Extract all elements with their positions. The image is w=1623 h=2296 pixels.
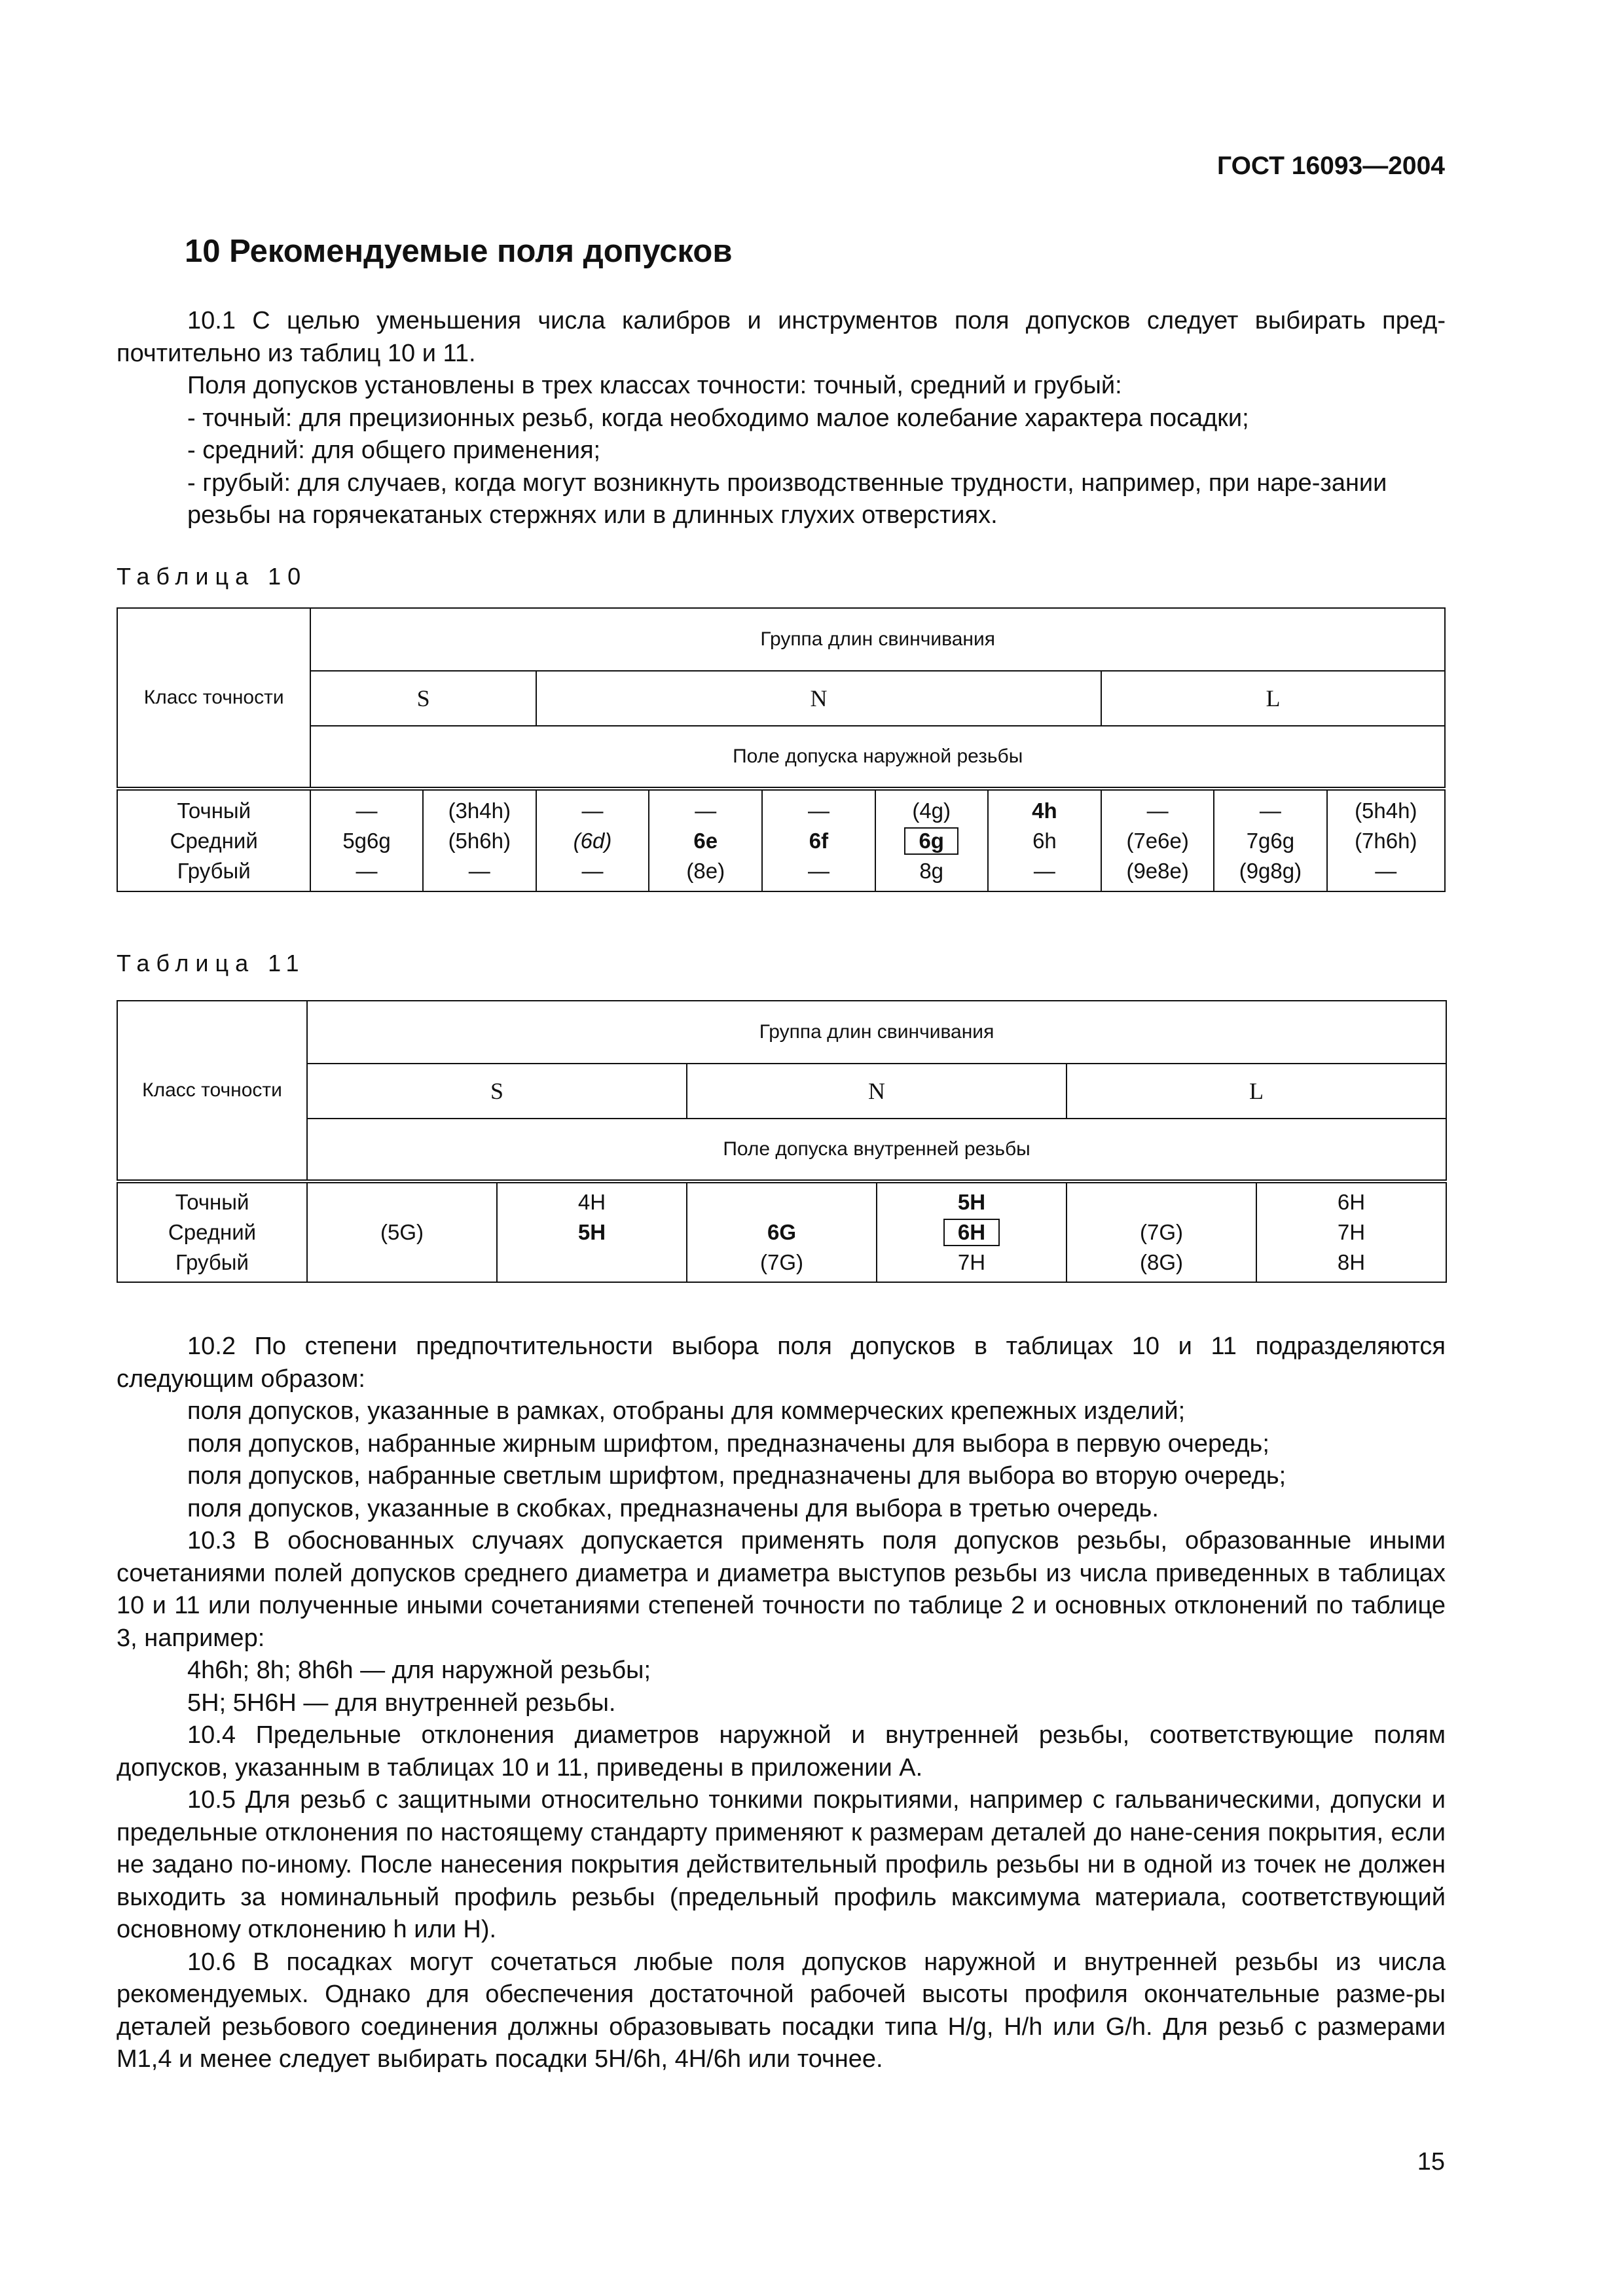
tolerance-cell <box>307 1181 497 1282</box>
tolerance-value: 6f <box>809 828 829 853</box>
tolerance-line <box>1067 1217 1256 1247</box>
paragraph: - точный: для прецизионных резьб, когда необходимо малое колебание характера посадки; <box>187 404 1249 432</box>
tolerance-cell <box>536 789 649 891</box>
tolerance-line <box>763 826 874 856</box>
tolerance-cell <box>310 789 422 891</box>
tolerance-value: 6H <box>1337 1190 1366 1214</box>
tolerance-cell <box>1256 1181 1446 1282</box>
tolerance-line <box>498 1247 686 1278</box>
tolerance-cell <box>649 789 762 891</box>
class-header: Класс точности <box>117 1001 307 1181</box>
tolerance-value: (9e8e) <box>1126 858 1189 883</box>
tolerance-line <box>876 856 987 886</box>
group-header: Группа длин свинчивания <box>307 1001 1446 1064</box>
tolerance-line <box>1067 1187 1256 1217</box>
tolerance-value: 5H <box>577 1220 606 1244</box>
tolerance-line <box>687 1217 876 1247</box>
paragraph: - грубый: для случаев, когда могут возникнуть производственные трудности, например, при наре-зании резьбы на горячекатаных стержнях или в длинных глухих отверстиях. <box>187 469 1387 529</box>
class-name: Средний <box>168 1220 257 1244</box>
tolerance-line <box>877 1187 1066 1217</box>
tolerance-line <box>308 1217 496 1247</box>
paragraph: поля допусков, набранные светлым шрифтом, предназначены для выбора во вторую очередь; <box>187 1462 1286 1490</box>
paragraph: 10.3 В обоснованных случаях допускается применять поля допусков резьбы, образованные иными сочетаниями полей допусков среднего диаметра и диаметра выступов резьбы из числа приведенных в таблицах 10 и 11 или полученные иными сочетаниями степеней точности по таблице 2 и основных отклонений по таблице 3, например: <box>117 1527 1446 1652</box>
tolerance-line <box>424 826 536 856</box>
tolerance-line <box>989 856 1101 886</box>
section-title: 10 Рекомендуемые поля допусков <box>185 234 733 269</box>
paragraph: поля допусков, набранные жирным шрифтом, предназначены для выбора в первую очередь; <box>187 1429 1269 1458</box>
paragraph: 10.4 Предельные отклонения диаметров наружной и внутренней резьбы, соответствующие полям допусков, указанным в таблицах 10 и 11, приведены в приложении А. <box>117 1721 1446 1782</box>
tolerance-value: 4H <box>577 1190 606 1214</box>
paragraph: 10.2 По степени предпочтительности выбора поля допусков в таблицах 10 и 11 подразделяются следующим образом: <box>117 1333 1446 1393</box>
table-10-caption: Таблица 10 <box>117 563 308 590</box>
tolerance-value: — <box>356 798 378 823</box>
tolerance-line <box>311 796 422 826</box>
tolerance-value: — <box>1375 858 1397 883</box>
table-row <box>117 789 1445 891</box>
tolerance-line <box>311 856 422 886</box>
tolerance-line <box>876 826 987 856</box>
tolerance-value: (8e) <box>686 858 725 883</box>
tolerance-cell <box>762 789 875 891</box>
tolerance-value: (5G) <box>380 1220 424 1244</box>
tolerance-value: (7h6h) <box>1355 828 1417 853</box>
paragraph: Поля допусков установлены в трех классах точности: точный, средний и грубый: <box>187 372 1122 399</box>
tolerance-value: (9g8g) <box>1239 858 1302 883</box>
tolerance-value: — <box>807 858 830 883</box>
tolerance-line <box>308 1187 496 1217</box>
table-10 <box>117 607 1446 892</box>
group-l: L <box>1067 1064 1446 1119</box>
tolerance-value: (7e6e) <box>1126 828 1189 853</box>
tolerance-value: 7H <box>957 1250 986 1274</box>
class-name: Точный <box>177 798 251 823</box>
tolerance-line <box>687 1187 876 1217</box>
field-header: Поле допуска наружной резьбы <box>310 726 1445 789</box>
class-name: Грубый <box>177 858 251 883</box>
tolerance-line <box>1214 856 1326 886</box>
paragraph: 10.6 В посадках могут сочетаться любые поля допусков наружной и внутренней резьбы из числа рекомендуемых. Однако для обеспечения достаточной рабочей высоты профиля окончательные разме-ры деталей резьбового соединения должны образовывать посадки типа H/g, H/h или G/h. Для резьб с размерами М1,4 и менее следует выбирать посадки 5H/6h, 4H/6h или точнее. <box>117 1948 1446 2073</box>
tolerance-value: (8G) <box>1140 1250 1183 1274</box>
tolerance-value: — <box>468 858 490 883</box>
tolerance-line <box>1328 796 1444 826</box>
tolerance-value: — <box>581 798 604 823</box>
paragraph: - средний: для общего применения; <box>187 437 601 464</box>
tolerance-line <box>649 856 761 886</box>
tolerance-line <box>989 796 1101 826</box>
tolerance-value: 8g <box>919 858 944 883</box>
tolerance-value: 5H <box>957 1190 986 1214</box>
tolerance-value: 7H <box>1337 1220 1366 1244</box>
tolerance-line <box>498 1187 686 1217</box>
tolerance-value: (7G) <box>760 1250 803 1274</box>
tolerance-value: — <box>356 858 378 883</box>
tolerance-value: — <box>1259 798 1281 823</box>
class-name: Точный <box>175 1190 249 1214</box>
tolerance-value: 6H <box>943 1219 1000 1246</box>
tolerance-line <box>649 826 761 856</box>
tolerance-line <box>1214 826 1326 856</box>
tolerance-line <box>311 826 422 856</box>
tolerance-line <box>877 1247 1066 1278</box>
group-header: Группа длин свинчивания <box>310 608 1445 671</box>
class-header: Класс точности <box>117 608 310 789</box>
tolerance-value: 8H <box>1337 1250 1366 1274</box>
tolerance-line <box>308 1247 496 1278</box>
class-names <box>117 1181 307 1282</box>
tolerance-cell <box>875 789 988 891</box>
tolerance-cell <box>877 1181 1067 1282</box>
tolerance-line <box>424 796 536 826</box>
tolerance-line <box>877 1217 1066 1247</box>
tolerance-value: — <box>581 858 604 883</box>
tolerance-line <box>1328 826 1444 856</box>
tolerance-line <box>1257 1217 1446 1247</box>
tolerance-line <box>537 796 648 826</box>
class-name: Средний <box>170 828 258 853</box>
paragraph: поля допусков, указанные в рамках, отобраны для коммерческих крепежных изделий; <box>187 1397 1186 1425</box>
tolerance-line <box>1102 796 1213 826</box>
tolerance-cell <box>423 789 536 891</box>
tolerance-line <box>763 796 874 826</box>
tolerance-value: (4g) <box>912 798 951 823</box>
intro-text <box>117 305 1446 532</box>
tolerance-line <box>424 856 536 886</box>
tolerance-line <box>1102 856 1213 886</box>
tolerance-cell <box>1327 789 1445 891</box>
tolerance-cell <box>1101 789 1214 891</box>
table-11-caption: Таблица 11 <box>117 950 306 977</box>
table-row <box>117 1181 1446 1282</box>
tolerance-value: — <box>695 798 717 823</box>
group-n: N <box>687 1064 1067 1119</box>
tolerance-value: — <box>807 798 830 823</box>
tolerance-value: 6h <box>1032 828 1057 853</box>
tolerance-value: (6d) <box>573 828 612 853</box>
tolerance-cell <box>988 789 1101 891</box>
paragraph: 10.1 С целью уменьшения числа калибров и инструментов поля допусков следует выбирать пред-почтительно из таблиц 10 и 11. <box>117 307 1446 367</box>
group-n: N <box>536 671 1101 726</box>
tolerance-line <box>1257 1247 1446 1278</box>
tolerance-line <box>1102 826 1213 856</box>
paragraph: 4h6h; 8h; 8h6h — для наружной резьбы; <box>187 1657 651 1684</box>
paragraph: 5H; 5H6H — для внутренней резьбы. <box>187 1689 616 1717</box>
tolerance-line <box>537 856 648 886</box>
tolerance-line <box>1067 1247 1256 1278</box>
tolerance-value: 5g6g <box>342 828 391 853</box>
group-l: L <box>1101 671 1445 726</box>
tolerance-value: (7G) <box>1140 1220 1183 1244</box>
paragraph: 10.5 Для резьб с защитными относительно тонкими покрытиями, например с гальваническими, допуски и предельные отклонения по настоящему стандарту применяют к размерам деталей до нане-сения покрытия, если не задано по-иному. После нанесения покрытия действительный профиль резьбы ни в одной из точек не должен выходить за номинальный профиль резьбы (предельный профиль максимума материала, соответствующий основному отклонению h или H). <box>117 1786 1446 1943</box>
tolerance-cell <box>497 1181 687 1282</box>
class-names <box>117 789 310 891</box>
tolerance-line <box>687 1247 876 1278</box>
tolerance-cell <box>687 1181 877 1282</box>
tolerance-value: 4h <box>1032 798 1057 823</box>
tolerance-value: 7g6g <box>1246 828 1295 853</box>
tolerance-value: — <box>1033 858 1055 883</box>
tolerance-value: (5h6h) <box>448 828 511 853</box>
tolerance-value: (3h4h) <box>448 798 511 823</box>
tolerance-value: — <box>1146 798 1169 823</box>
paragraph: поля допусков, указанные в скобках, предназначены для выбора в третью очередь. <box>187 1494 1159 1522</box>
tolerance-line <box>989 826 1101 856</box>
tolerance-line <box>763 856 874 886</box>
tolerance-line <box>537 826 648 856</box>
tolerance-cell <box>1214 789 1326 891</box>
tolerance-line <box>1257 1187 1446 1217</box>
field-header: Поле допуска внутренней резьбы <box>307 1119 1446 1181</box>
document-id: ГОСТ 16093—2004 <box>1217 152 1445 180</box>
tolerance-cell <box>1067 1181 1256 1282</box>
tolerance-line <box>1214 796 1326 826</box>
group-s: S <box>307 1064 687 1119</box>
tolerance-line <box>649 796 761 826</box>
body-text <box>117 1331 1446 2076</box>
group-s: S <box>310 671 536 726</box>
tolerance-value: 6G <box>767 1220 797 1244</box>
class-name: Грубый <box>175 1250 249 1274</box>
tolerance-line <box>1328 856 1444 886</box>
tolerance-value: 6g <box>904 827 958 855</box>
page-number: 15 <box>1417 2148 1445 2176</box>
tolerance-line <box>876 796 987 826</box>
table-11 <box>117 1000 1447 1283</box>
tolerance-line <box>498 1217 686 1247</box>
tolerance-value: (5h4h) <box>1355 798 1417 823</box>
tolerance-value: 6e <box>693 828 718 853</box>
